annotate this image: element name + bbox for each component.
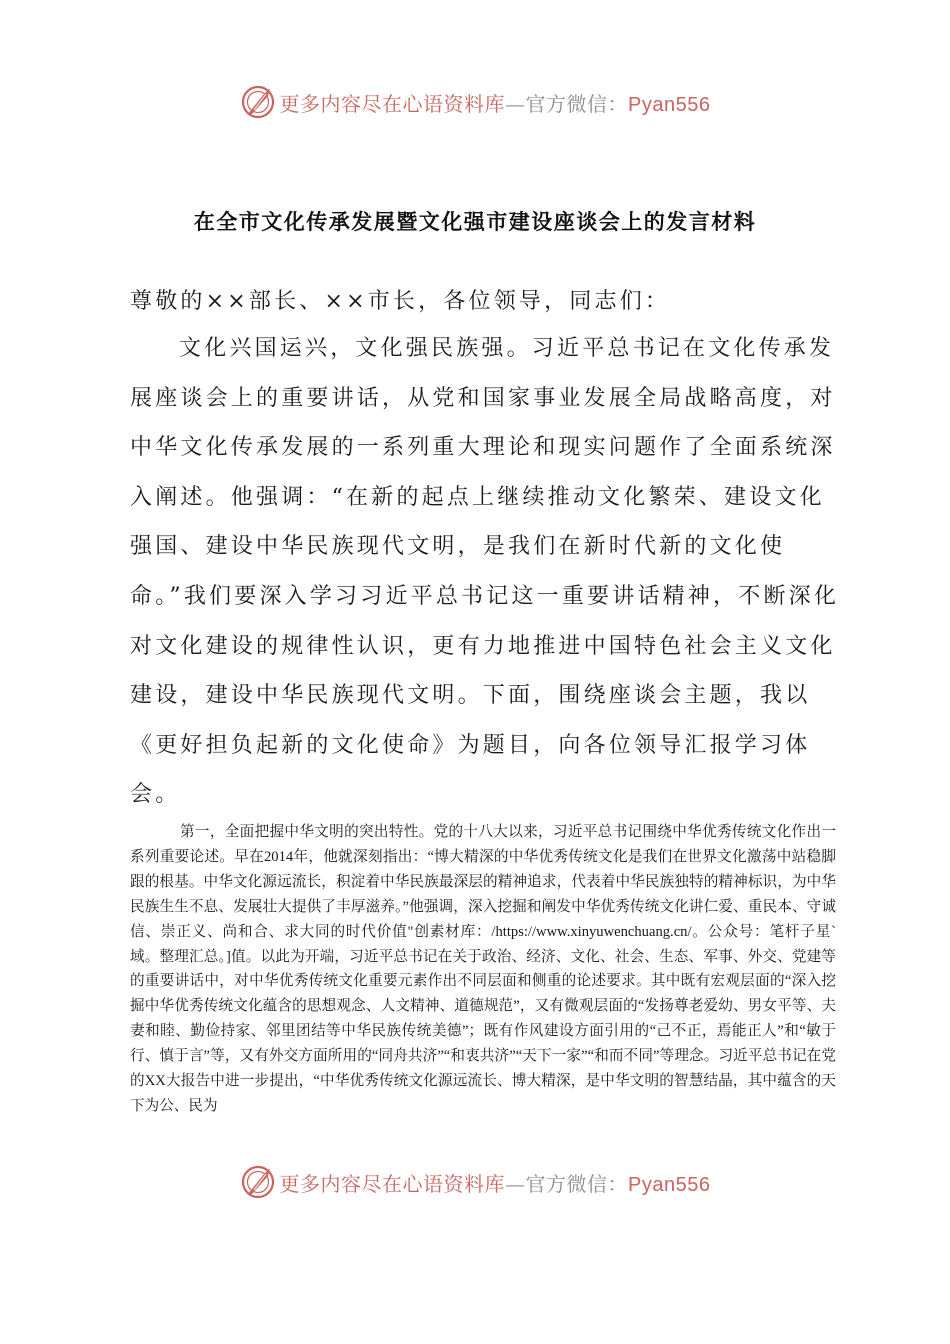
watermark-banner-bottom [0, 1162, 950, 1202]
quill-pen-logo-icon [240, 1164, 276, 1200]
greeting: 尊敬的××部长、××市长，各位领导，同志们： [130, 289, 671, 314]
watermark-text: 更多内容尽在心语资料库—官方微信：Pyan556 [279, 1171, 711, 1196]
paragraph-intro: 文化兴国运兴，文化强民族强。习近平总书记在文化传承发展座谈会上的重要讲话，从党和国家事业发展全局战略高度，对中华文化传承发展的一系列重大理论和现实问题作了全面系统深入阐述。他强调：“在新的起点上继续推动文化繁荣、建设文化强国、建设中华民族现代文明，是我们在新时代新的文化使命。”我们要深入学习习近平总书记这一重要讲话精神，不断深化对文化建设的规律性认识，更有力地推进中国特色社会主义文化建设，建设中华民族现代文明。下面，围绕座谈会主题，我以《更好担负起新的文化使命》为题目，向各位领导汇报学习体会。 [130, 336, 840, 808]
watermark-banner-top [0, 82, 950, 122]
watermark-text: 更多内容尽在心语资料库—官方微信：Pyan556 [279, 91, 711, 116]
quill-pen-logo-icon [240, 84, 276, 120]
document-title: 在全市文化传承发展暨文化强市建设座谈会上的发言材料 [193, 210, 757, 234]
paragraph-first-point: 第一，全面把握中华文明的突出特性。党的十八大以来，习近平总书记围绕中华优秀传统文化作出一系列重要论述。早在2014年，他就深刻指出：“博大精深的中华优秀传统文化是我们在世界文化激荡中站稳脚跟的根基。中华文化源远流长，积淀着中华民族最深层的精神追求，代表着中华民族独特的精神标识，为中华民族生生不息、发展壮大提供了丰厚滋养。”他强调，深入挖掘和阐发中华优秀传统文化讲仁爱、重民本、守诚信、崇正义、尚和合、求大同的时代价值"创素材库：/https://www.xinyuwenchuang.cn/。公众号：笔杆子星`域。整理汇总。]值。以此为开端，习近平总书记在关于政治、经济、文化、社会、生态、军事、外交、党建等的重要讲话中，对中华优秀传统文化重要元素作出不同层面和侧重的论述要求。其中既有宏观层面的“深入挖掘中华优秀传统文化蕴含的思想观念、人文精神、道德规范”，又有微观层面的“发扬尊老爱幼、男女平等、夫妻和睦、勤俭持家、邻里团结等中华民族传统美德”；既有作风建设方面引用的“己不正，焉能正人”和“敏于行、慎于言”等，又有外交方面所用的“同舟共济”“和衷共济”“天下一家”“和而不同”等理念。习近平总书记在党的XX大报告中进一步提出，“中华优秀传统文化源远流长、博大精深，是中华文明的智慧结晶，其中蕴含的天下为公、民为 [130, 824, 836, 1114]
